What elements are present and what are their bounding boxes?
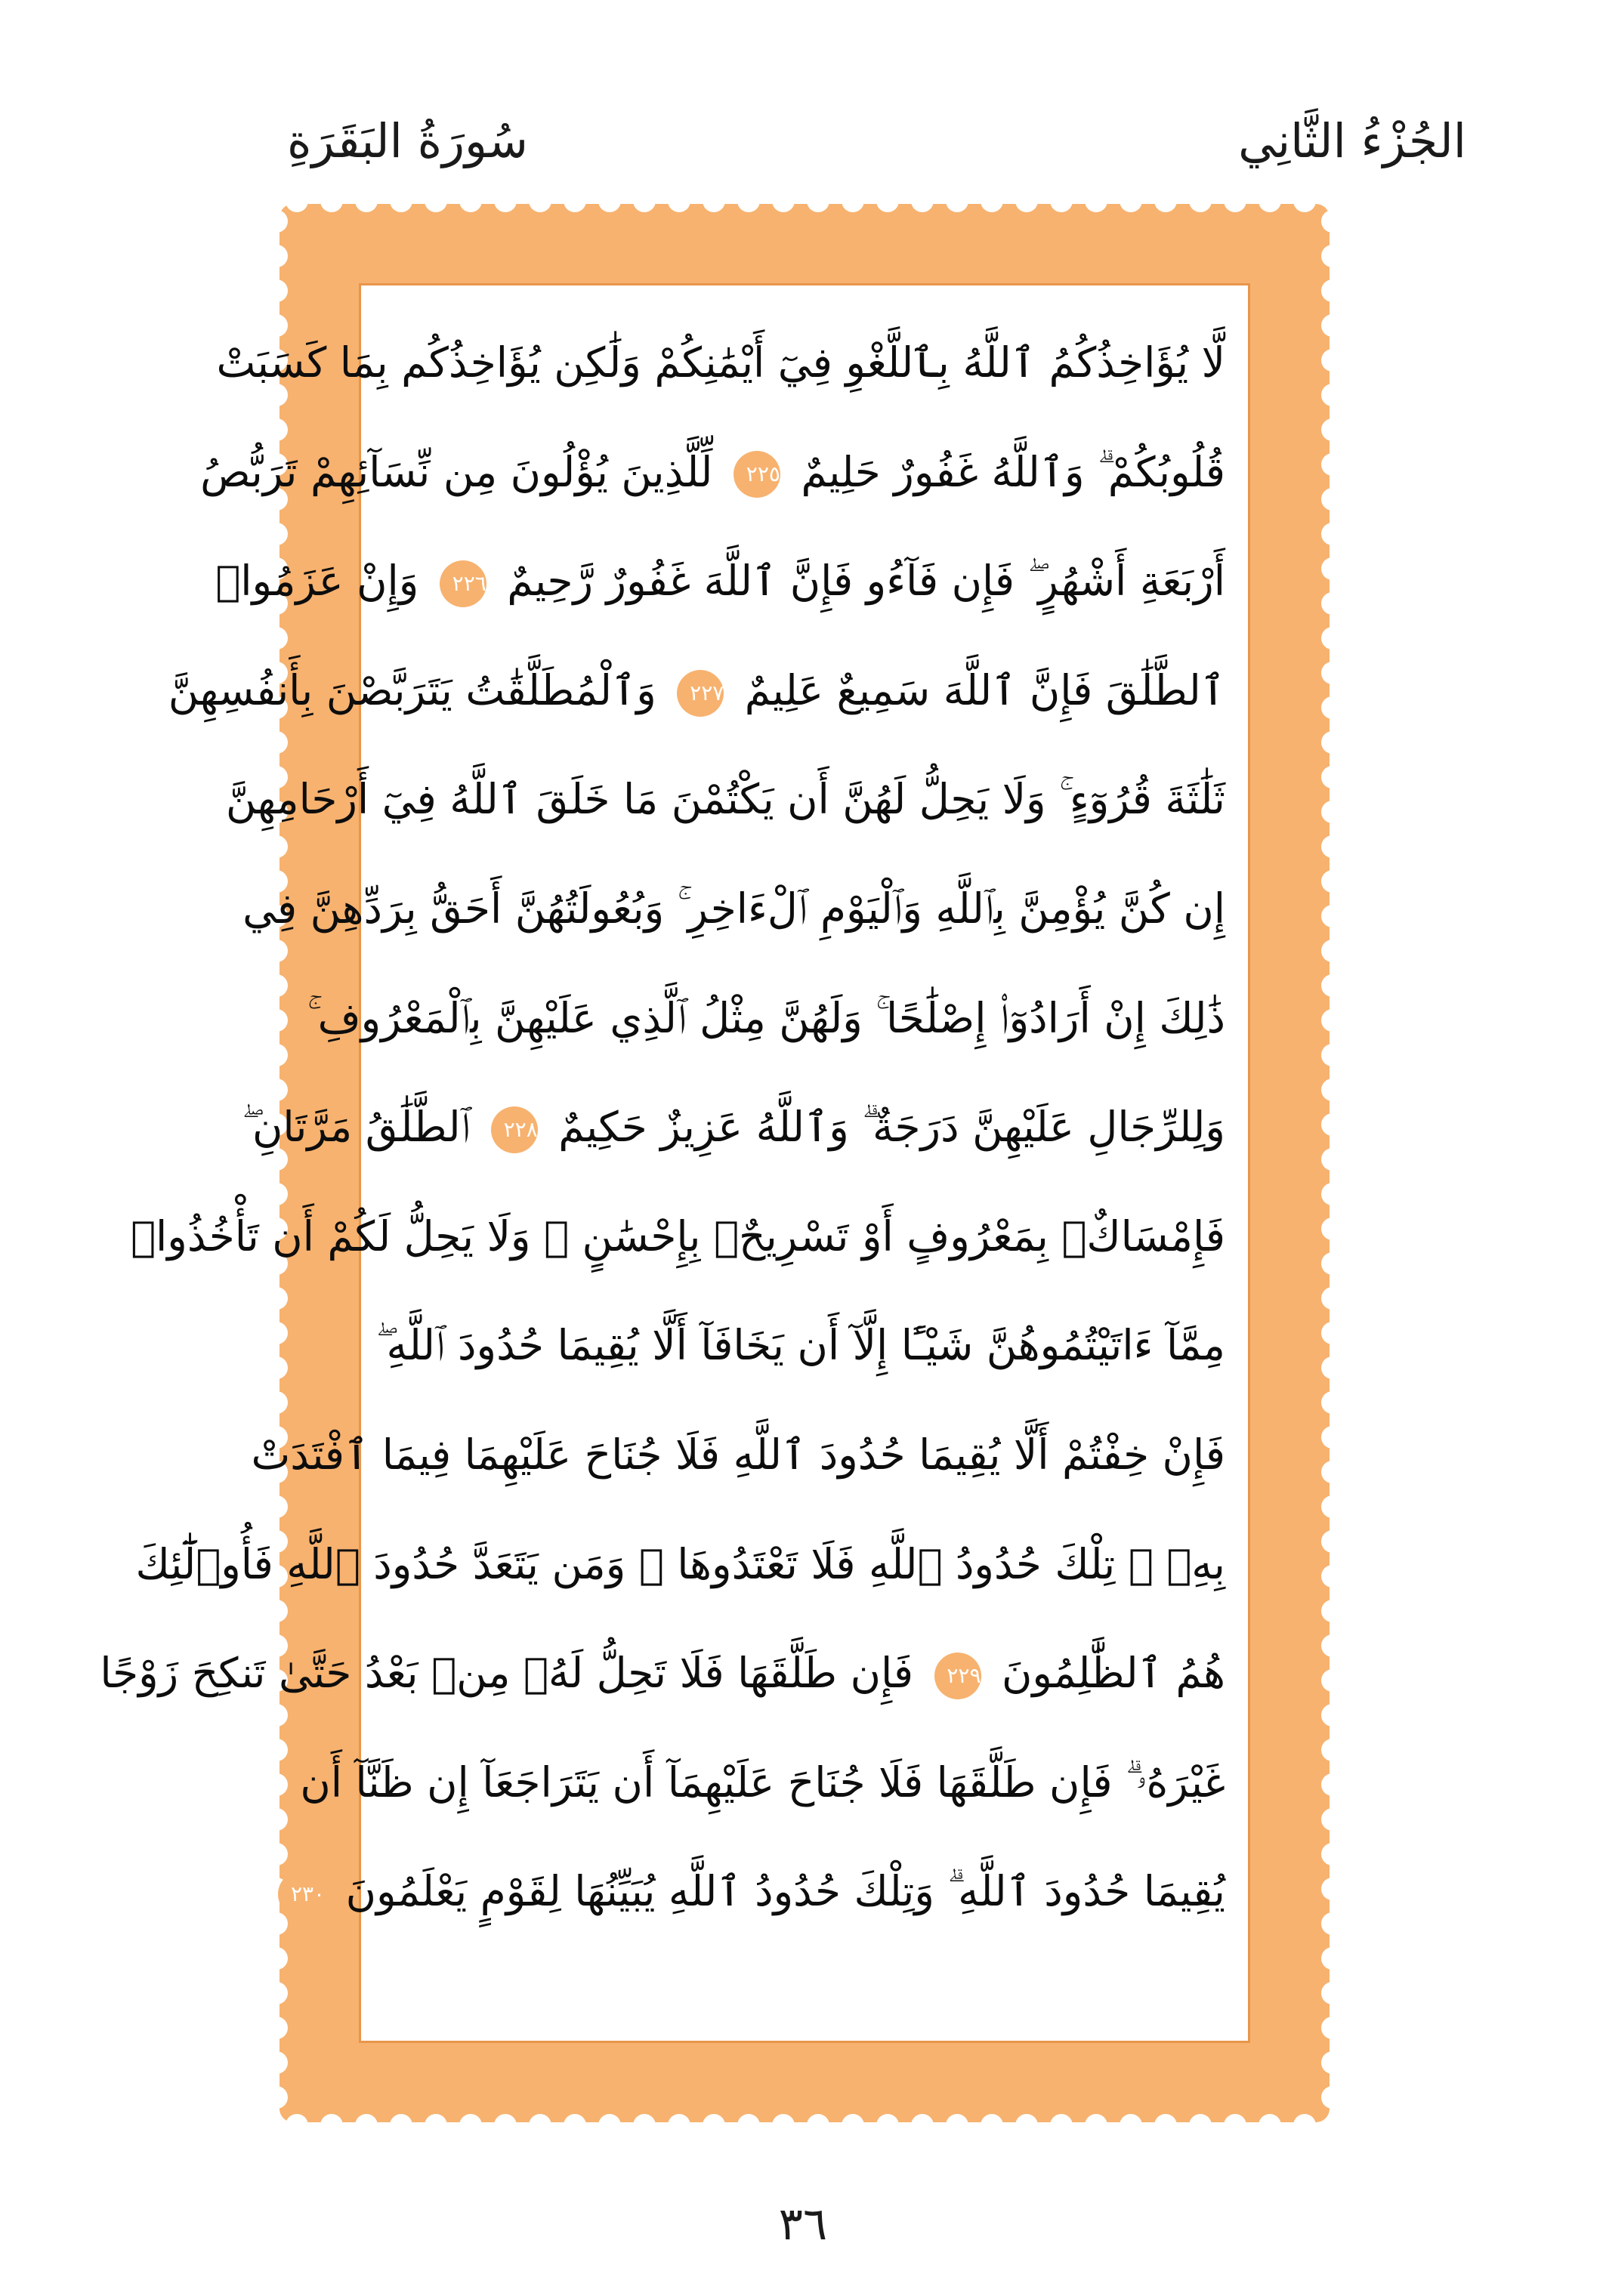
- verse-line: [200, 418, 1225, 527]
- ayah-number-marker: ٢٢٩: [934, 1653, 981, 1699]
- verse-text: بِهِۦ ۗ تِلْكَ حُدُودُ ٱللَّهِ فَلَا تَعْتَدُوهَا ۚ وَمَن يَتَعَدَّ حُدُودَ ٱللَّهِ فَأُو۟لَٰٓئِكَ: [135, 1539, 1225, 1588]
- verse-line: [242, 854, 1225, 964]
- verse-text: فَإِن طَلَّقَهَا فَلَا تَحِلُّ لَهُۥ مِنۢ بَعْدُ حَتَّىٰ تَنكِحَ زَوْجًا: [100, 1649, 914, 1698]
- verse-line: [251, 1400, 1225, 1510]
- ayah-number-marker: ٢٢٦: [440, 560, 486, 607]
- verse-text: قُلُوبُكُمْ ۗ وَٱللَّهُ غَفُورٌ حَلِيمٌ: [801, 447, 1225, 496]
- verse-text: ذَٰلِكَ إِنْ أَرَادُوٓا۟ إِصْلَٰحًا ۚ وَلَهُنَّ مِثْلُ ٱلَّذِي عَلَيْهِنَّ بِٱلْمَعْرُوفِ ۚ: [307, 993, 1225, 1042]
- verse-line: [300, 1728, 1225, 1838]
- verse-text: ٱلطَّلَٰقُ مَرَّتَانِ ۖ: [242, 1103, 471, 1152]
- verse-line: [216, 308, 1225, 418]
- verse-text: ثَلَٰثَةَ قُرُوٓءٍ ۚ وَلَا يَحِلُّ لَهُنَّ أَن يَكْتُمْنَ مَا خَلَقَ ٱللَّهُ فِيٓ أَرْحَامِهِنَّ: [225, 775, 1225, 824]
- ayah-number-marker: ٢٢٥: [734, 451, 780, 498]
- page-frame: [100, 204, 1330, 2122]
- verse-text: لَّا يُؤَاخِذُكُمُ ٱللَّهُ بِٱللَّغْوِ فِيٓ أَيْمَٰنِكُمْ وَلَٰكِن يُؤَاخِذُكُم بِمَا كَسَبَتْ: [216, 338, 1225, 387]
- verse-text: يُقِيمَا حُدُودَ ٱللَّهِ ۗ وَتِلْكَ حُدُودُ ٱللَّهِ يُبَيِّنُهَا لِقَوْمٍ يَعْلَمُونَ: [345, 1867, 1225, 1916]
- juz-title: الجُزْءُ الثَّانِي: [1238, 113, 1466, 168]
- verse-line: [130, 1182, 1225, 1292]
- ayah-number-marker: ٢٢٧: [677, 670, 724, 717]
- page-number: ٣٦: [778, 2198, 828, 2251]
- verse-text: وَإِنْ عَزَمُوا۟: [215, 557, 419, 606]
- verse-line: [135, 1510, 1225, 1619]
- verse-text: لِّلَّذِينَ يُؤْلُونَ مِن نِّسَآئِهِمْ تَرَبُّصُ: [200, 447, 713, 496]
- verse-text: فَإِمْسَاكٌۢ بِمَعْرُوفٍ أَوْ تَسْرِيحٌۢ بِإِحْسَٰنٍ ۗ وَلَا يَحِلُّ لَكُمْ أَن تَأْخُذُوا۟: [130, 1211, 1225, 1261]
- verse-lines: [100, 308, 1225, 1946]
- verse-line: [307, 964, 1225, 1073]
- verse-line: [215, 526, 1225, 636]
- text-area: [100, 283, 1250, 2043]
- verse-text: فَإِنْ خِفْتُمْ أَلَّا يُقِيمَا حُدُودَ ٱللَّهِ فَلَا جُنَاحَ عَلَيْهِمَا فِيمَا ٱفْتَدَتْ: [251, 1430, 1225, 1479]
- ayah-number-marker: ٢٣٠: [278, 1871, 325, 1918]
- verse-line: [290, 1837, 1225, 1946]
- verse-text: أَرْبَعَةِ أَشْهُرٍ ۖ فَإِن فَآءُو فَإِنَّ ٱللَّهَ غَفُورٌ رَّحِيمٌ: [507, 557, 1225, 606]
- verse-text: مِمَّآ ءَاتَيْتُمُوهُنَّ شَيْـًٔا إِلَّآ أَن يَخَافَآ أَلَّا يُقِيمَا حُدُودَ ٱللَّهِ ۖ: [375, 1321, 1225, 1370]
- verse-text: ٱلطَّلَٰقَ فَإِنَّ ٱللَّهَ سَمِيعٌ عَلِيمٌ: [744, 665, 1225, 714]
- verse-line: [242, 1072, 1225, 1182]
- verse-line: [375, 1291, 1225, 1400]
- verse-line: [168, 636, 1225, 745]
- verse-text: إِن كُنَّ يُؤْمِنَّ بِٱللَّهِ وَٱلْيَوْمِ ٱلْءَاخِرِ ۚ وَبُعُولَتُهُنَّ أَحَقُّ بِرَدِّهِنَّ فِي: [242, 884, 1225, 933]
- verse-line: [100, 1619, 1225, 1728]
- verse-text: هُمُ ٱلظَّٰلِمُونَ: [1001, 1649, 1225, 1698]
- surah-title: سُورَةُ البَقَرَةِ: [287, 113, 528, 168]
- verse-line: [225, 745, 1225, 854]
- verse-text: وَٱلْمُطَلَّقَٰتُ يَتَرَبَّصْنَ بِأَنفُسِهِنَّ: [168, 665, 656, 714]
- ayah-number-marker: ٢٢٨: [491, 1106, 538, 1153]
- verse-text: غَيْرَهُۥ ۗ فَإِن طَلَّقَهَا فَلَا جُنَاحَ عَلَيْهِمَآ أَن يَتَرَاجَعَآ إِن ظَنَّآ أَن: [300, 1757, 1225, 1807]
- verse-text: وَلِلرِّجَالِ عَلَيْهِنَّ دَرَجَةٌ ۗ وَٱللَّهُ عَزِيزٌ حَكِيمٌ: [558, 1103, 1225, 1152]
